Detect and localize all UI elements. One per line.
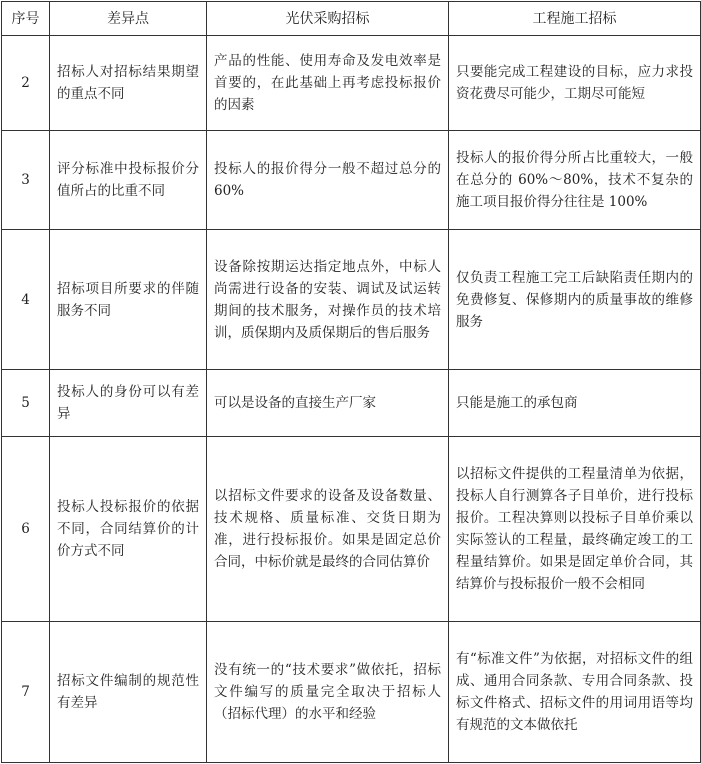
table-row — [2, 370, 701, 437]
header-row — [2, 2, 701, 36]
difference-cell: 评分标准中投标报价分值所占的比重不同 — [50, 131, 207, 230]
pv-procurement-cell: 产品的性能、使用寿命及发电效率是首要的，在此基础上再考虑投标报价的因素 — [207, 36, 449, 131]
engineering-tender-cell: 投标人的报价得分所占比重较大，一般在总分的 60%～80%，技术不复杂的施工项目报价得分往往是 100% — [449, 131, 701, 230]
engineering-tender-cell: 有“标准文件”为依据，对招标文件的组成、通用合同条款、专用合同条款、投标文件格式、招标文件的用词用语等均有规范的文本做依托 — [449, 622, 701, 763]
row-number: 7 — [2, 622, 50, 763]
pv-procurement-cell: 可以是设备的直接生产厂家 — [207, 370, 449, 437]
row-number: 4 — [2, 230, 50, 370]
pv-procurement-cell: 没有统一的“技术要求”做依托，招标文件编写的质量完全取决于招标人（招标代理）的水平和经验 — [207, 622, 449, 763]
pv-procurement-cell: 投标人的报价得分一般不超过总分的 60% — [207, 131, 449, 230]
pv-procurement-cell: 以招标文件要求的设备及设备数量、技术规格、质量标准、交货日期为准，进行投标报价。如果是固定总价合同，中标价就是最终的合同估算价 — [207, 437, 449, 622]
table-row — [2, 131, 701, 230]
difference-cell: 投标人投标报价的依据不同，合同结算价的计价方式不同 — [50, 437, 207, 622]
row-number: 2 — [2, 36, 50, 131]
table-row — [2, 622, 701, 763]
header-pv-procurement: 光伏采购招标 — [207, 2, 449, 36]
table-row — [2, 36, 701, 131]
difference-cell: 招标人对招标结果期望的重点不同 — [50, 36, 207, 131]
header-engineering-tender: 工程施工招标 — [449, 2, 701, 36]
row-number: 3 — [2, 131, 50, 230]
engineering-tender-cell: 以招标文件提供的工程量清单为依据，投标人自行测算各子目单价，进行投标报价。工程决算则以投标子目单价乘以实际签认的工程量，最终确定竣工的工程量结算价。如果是固定单价合同，其结算价与投标报价一般不会相同 — [449, 437, 701, 622]
row-number: 5 — [2, 370, 50, 437]
pv-procurement-cell: 设备除按期运达指定地点外，中标人尚需进行设备的安装、调试及试运转期间的技术服务，对操作员的技术培训，质保期内及质保期后的售后服务 — [207, 230, 449, 370]
header-difference: 差异点 — [50, 2, 207, 36]
header-no: 序号 — [2, 2, 50, 36]
table-row — [2, 437, 701, 622]
table-row — [2, 230, 701, 370]
comparison-table — [1, 1, 701, 763]
difference-cell: 招标文件编制的规范性有差异 — [50, 622, 207, 763]
difference-cell: 招标项目所要求的伴随服务不同 — [50, 230, 207, 370]
row-number: 6 — [2, 437, 50, 622]
difference-cell: 投标人的身份可以有差异 — [50, 370, 207, 437]
engineering-tender-cell: 只要能完成工程建设的目标，应力求投资花费尽可能少，工期尽可能短 — [449, 36, 701, 131]
engineering-tender-cell: 只能是施工的承包商 — [449, 370, 701, 437]
engineering-tender-cell: 仅负责工程施工完工后缺陷责任期内的免费修复、保修期内的质量事故的维修服务 — [449, 230, 701, 370]
